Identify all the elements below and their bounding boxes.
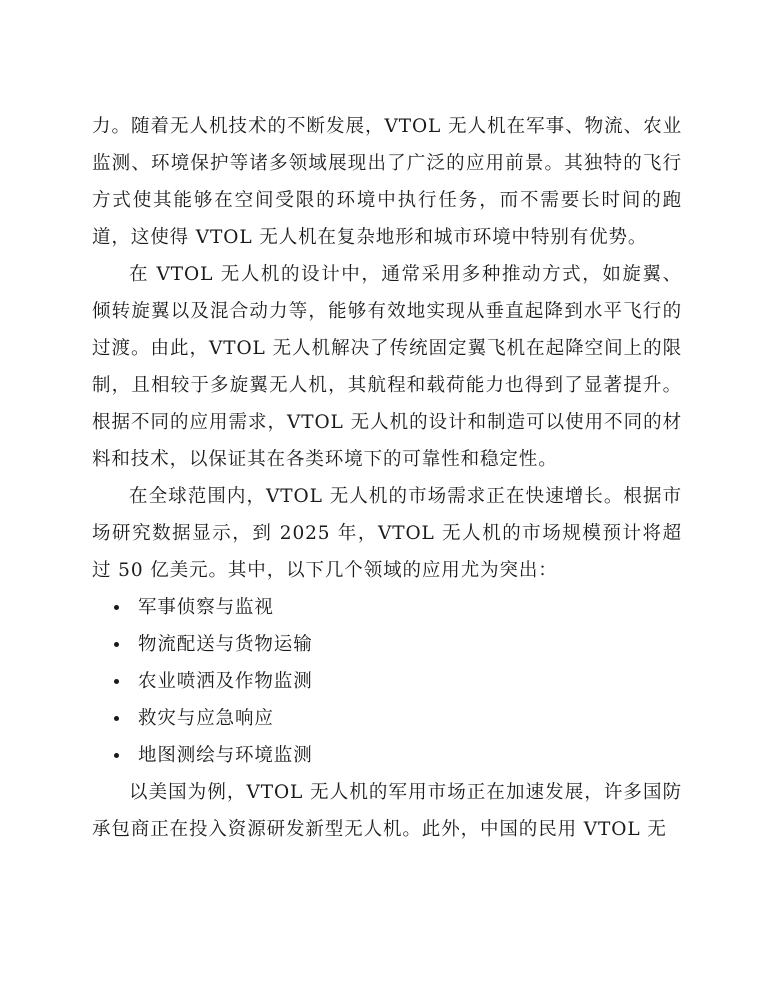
list-item — [92, 626, 682, 663]
list-item-label: 农业喷洒及作物监测 — [138, 671, 313, 692]
paragraph-us-example: 以美国为例，VTOL 无人机的军用市场正在加速发展，许多国防承包商正在投入资源研发新型无人机。此外，中国的民用 VTOL 无 — [92, 782, 682, 840]
list-item — [92, 700, 682, 737]
list-item — [92, 737, 682, 774]
bullet-icon — [114, 605, 119, 610]
document-body — [92, 108, 682, 848]
bullet-icon — [114, 679, 119, 684]
list-item — [92, 663, 682, 700]
list-item-label: 救灾与应急响应 — [138, 708, 274, 729]
bullet-icon — [114, 716, 119, 721]
application-list — [92, 589, 682, 774]
list-item — [92, 589, 682, 626]
paragraph-continuation: 力。随着无人机技术的不断发展，VTOL 无人机在军事、物流、农业监测、环境保护等诸多领域展现出了广泛的应用前景。其独特的飞行方式使其能够在空间受限的环境中执行任务，而不需要长时间的跑道，这使得 VTOL 无人机在复杂地形和城市环境中特别有优势。 — [92, 116, 682, 248]
bullet-icon — [114, 753, 119, 758]
bullet-icon — [114, 642, 119, 647]
list-item-label: 物流配送与货物运输 — [138, 634, 313, 655]
list-item-label: 军事侦察与监视 — [138, 597, 274, 618]
list-item-label: 地图测绘与环境监测 — [138, 745, 313, 766]
paragraph-market-demand: 在全球范围内，VTOL 无人机的市场需求正在快速增长。根据市场研究数据显示，到 2025 年，VTOL 无人机的市场规模预计将超过 50 亿美元。其中，以下几个领域的应用尤为突出： — [92, 486, 682, 581]
paragraph-vtol-design: 在 VTOL 无人机的设计中，通常采用多种推动方式，如旋翼、倾转旋翼以及混合动力等，能够有效地实现从垂直起降到水平飞行的过渡。由此，VTOL 无人机解决了传统固定翼飞机在起降空间上的限制，且相较于多旋翼无人机，其航程和载荷能力也得到了显著提升。根据不同的应用需求，VTOL 无人机的设计和制造可以使用不同的材料和技术，以保证其在各类环境下的可靠性和稳定性。 — [92, 264, 682, 470]
